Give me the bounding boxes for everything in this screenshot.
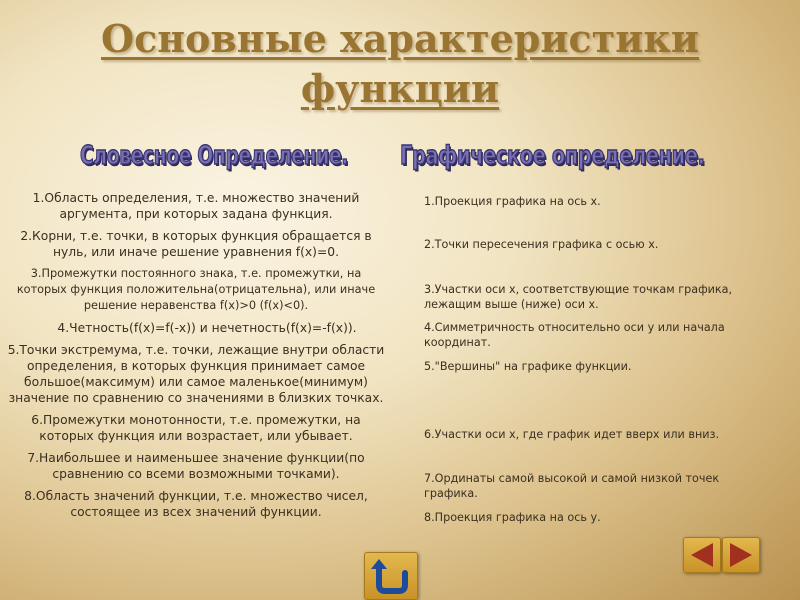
previous-slide-button[interactable] xyxy=(683,537,721,573)
graphic-item-1: 1.Проекция графика на ось х. xyxy=(424,195,601,208)
slide-title-line-2: функции xyxy=(300,66,500,111)
verbal-item-5: 5.Точки экстремума, т.е. точки, лежащие внутри области определения, в которых функция принимает самое большое(максимум) или самое маленькое(минимум) значение по сравнению со значениями в близких точках. xyxy=(7,343,385,405)
graphic-item-5: 5."Вершины" на графике функции. xyxy=(424,360,632,373)
verbal-item-1: 1.Область определения, т.е. множество значений аргумента, при которых задана функция. xyxy=(32,191,360,221)
next-slide-button[interactable] xyxy=(722,537,760,573)
verbal-item-8: 8.Область значений функции, т.е. множество чисел, состоящее из всех значений функции. xyxy=(24,489,368,519)
slide-title xyxy=(0,14,800,114)
verbal-definition-header: Словесное Определение. xyxy=(80,141,349,171)
triangle-right-icon xyxy=(723,538,759,572)
graphic-item-2: 2.Точки пересечения графика с осью х. xyxy=(424,238,659,251)
verbal-item-2: 2.Корни, т.е. точки, в которых функция обращается в нуль, или иначе решение уравнения f(x)=0. xyxy=(20,229,372,259)
verbal-item-4: 4.Четность(f(x)=f(-x)) и нечетность(f(x)=-f(x)). xyxy=(57,321,357,335)
graphic-item-7: 7.Ординаты самой высокой и самой низкой точек графика. xyxy=(424,472,720,500)
verbal-definitions-list xyxy=(4,190,388,526)
return-arrow-icon xyxy=(365,553,417,599)
verbal-item-6: 6.Промежутки монотонности, т.е. промежутки, на которых функция или возрастает, или убывает. xyxy=(31,413,361,443)
graphic-item-4: 4.Симметричность относительно оси у или начала координат. xyxy=(424,321,725,349)
graphic-definition-header: Графическое определение. xyxy=(400,141,705,171)
triangle-left-icon xyxy=(684,538,720,572)
graphic-item-6: 6.Участки оси х, где график идет вверх или вниз. xyxy=(424,428,720,441)
graphic-item-3: 3.Участки оси х, соответствующие точкам графика, лежащим выше (ниже) оси х. xyxy=(424,283,733,311)
verbal-item-3: 3.Промежутки постоянного знака, т.е. промежутки, на которых функция положительна(отрицательна), или иначе решение неравенства f(x)>0 (f(x)<0). xyxy=(16,267,376,312)
return-button[interactable] xyxy=(364,552,418,600)
graphic-item-8: 8.Проекция графика на ось у. xyxy=(424,511,601,524)
verbal-item-7: 7.Наибольшее и наименьшее значение функции(по сравнению со всеми возможными точками). xyxy=(27,451,365,481)
slide-title-line-1: Основные характеристики xyxy=(101,16,699,61)
